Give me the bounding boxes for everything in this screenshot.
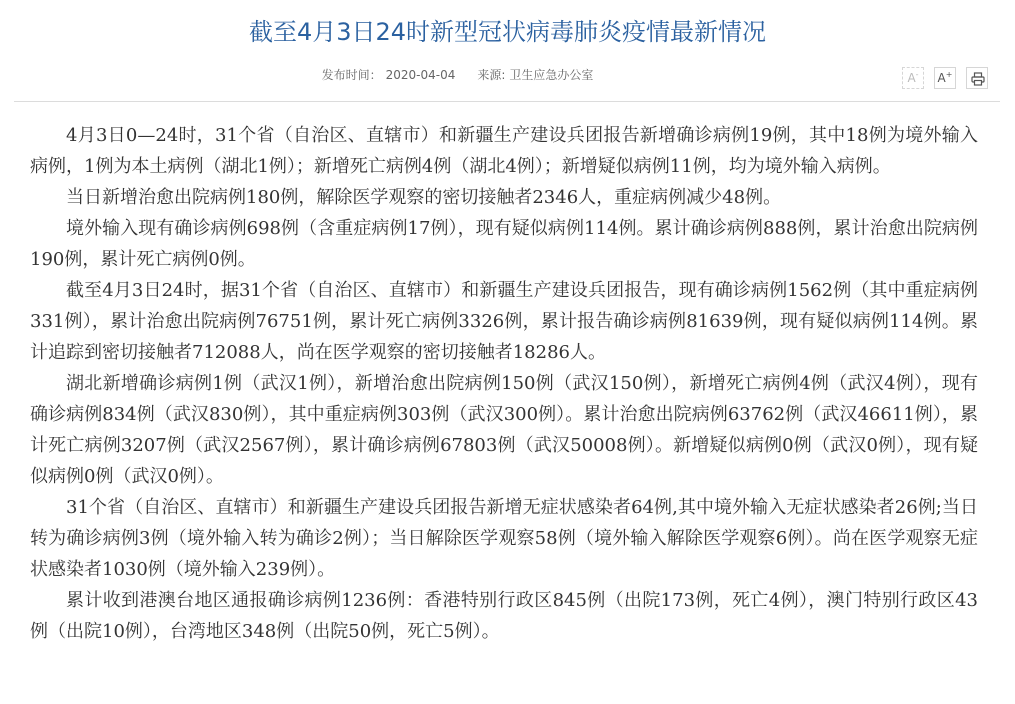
paragraph-hk-macao-taiwan: 累计收到港澳台地区通报确诊病例1236例：香港特别行政区845例（出院173例，死亡4例），澳门特别行政区43例（出院10例），台湾地区348例（出院50例，死亡5例）。	[30, 590, 978, 642]
paragraph-recoveries: 当日新增治愈出院病例180例，解除医学观察的密切接触者2346人，重症病例减少48例。	[66, 187, 782, 208]
font-decrease-icon: A-	[907, 70, 919, 85]
article-meta	[0, 66, 915, 84]
publish-time-label: 发布时间：	[321, 68, 382, 82]
page-title: 截至4月3日24时新型冠状病毒肺炎疫情最新情况	[248, 18, 767, 46]
font-increase-button[interactable]	[934, 67, 956, 89]
article-body	[30, 120, 978, 647]
paragraph-imported: 境外输入现有确诊病例698例（含重症病例17例），现有疑似病例114例。累计确诊病例888例，累计治愈出院病例190例，累计死亡病例0例。	[30, 218, 978, 270]
printer-icon	[971, 72, 985, 86]
paragraph-hubei: 湖北新增确诊病例1例（武汉1例），新增治愈出院病例150例（武汉150例），新增死亡病例4例（武汉4例），现有确诊病例834例（武汉830例），其中重症病例303例（武汉300例）。累计治愈出院病例63762例（武汉46611例），累计死亡病例3207例（武汉2567例），累计确诊病例67803例（武汉50008例）。新增疑似病例0例（武汉0例），现有疑似病例0例（武汉0例）。	[30, 373, 978, 487]
source-name: 卫生应急办公室	[509, 68, 594, 82]
paragraph-new-cases: 4月3日0—24时，31个省（自治区、直辖市）和新疆生产建设兵团报告新增确诊病例19例，其中18例为境外输入病例，1例为本土病例（湖北1例）；新增死亡病例4例（湖北4例）；新增疑似病例11例，均为境外输入病例。	[30, 125, 978, 177]
publish-date: 2020-04-04	[385, 68, 456, 82]
paragraph-cumulative: 截至4月3日24时，据31个省（自治区、直辖市）和新疆生产建设兵团报告，现有确诊病例1562例（其中重症病例331例），累计治愈出院病例76751例，累计死亡病例3326例，累计报告确诊病例81639例，现有疑似病例114例。累计追踪到密切接触者712088人，尚在医学观察的密切接触者18286人。	[30, 280, 978, 363]
paragraph-asymptomatic: 31个省（自治区、直辖市）和新疆生产建设兵团报告新增无症状感染者64例,其中境外输入无症状感染者26例;当日转为确诊病例3例（境外输入转为确诊2例）；当日解除医学观察58例（境外输入解除医学观察6例）。尚在医学观察无症状感染者1030例（境外输入239例）。	[30, 497, 978, 580]
font-decrease-button[interactable]	[902, 67, 924, 89]
header-divider	[14, 101, 1000, 102]
source-label: 来源:	[477, 68, 506, 82]
font-increase-icon: A+	[937, 70, 953, 85]
print-button[interactable]	[966, 67, 988, 89]
